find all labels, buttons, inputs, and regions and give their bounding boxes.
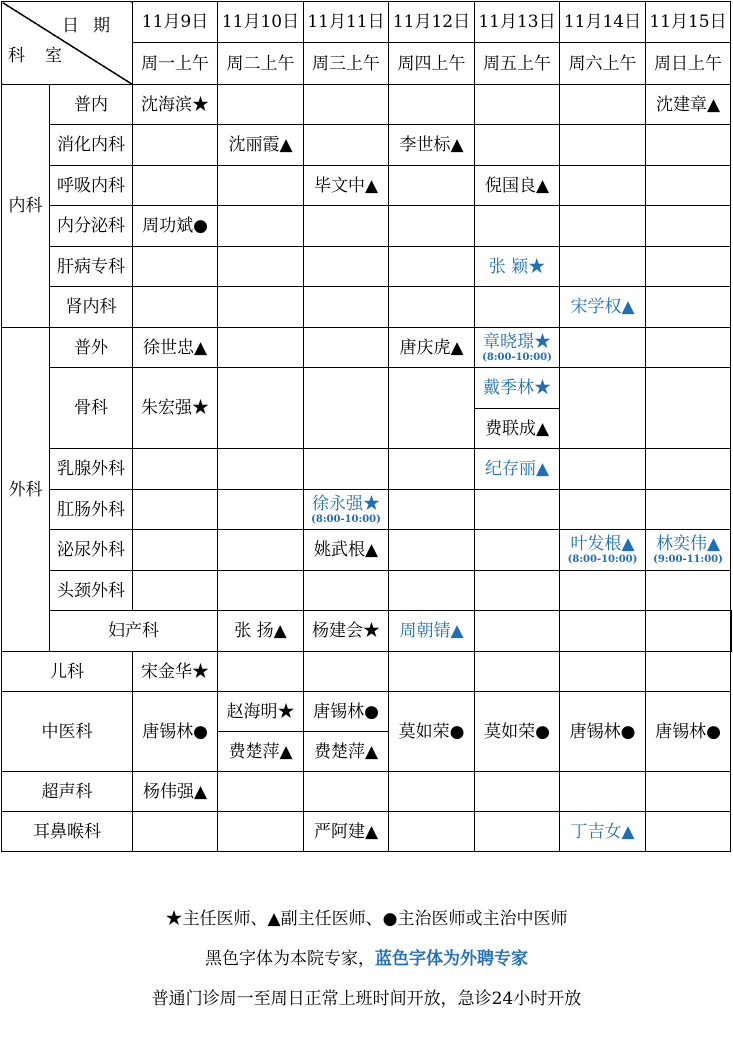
dept-label: 超声科 <box>2 772 133 812</box>
schedule-cell-external: 张 颖★ <box>475 247 560 287</box>
doctor-name: 章晓璟★ <box>483 331 551 352</box>
schedule-cell <box>133 166 218 206</box>
schedule-cell: 李世标▲ <box>389 125 475 166</box>
dept-label: 呼吸内科 <box>50 166 133 206</box>
dept-label: 中医科 <box>2 692 133 772</box>
legend-symbols: ★主任医师、▲副主任医师、●主治医师或主治中医师 <box>165 909 568 929</box>
schedule-cell <box>218 571 304 611</box>
weekday-header: 周五上午 <box>475 43 560 85</box>
dept-label: 儿科 <box>2 652 133 692</box>
schedule-cell <box>560 772 646 812</box>
dept-label: 耳鼻喉科 <box>2 812 133 852</box>
schedule-cell <box>304 247 389 287</box>
schedule-cell <box>475 652 560 692</box>
schedule-cell <box>646 328 731 368</box>
schedule-cell <box>646 287 731 328</box>
schedule-cell <box>218 490 304 530</box>
schedule-cell <box>218 166 304 206</box>
schedule-cell: 赵海明★ <box>218 692 304 732</box>
schedule-cell <box>133 571 218 611</box>
doctor-name: 叶发根▲ <box>570 534 635 554</box>
schedule-cell: 杨伟强▲ <box>133 772 218 812</box>
time-range: (8:00-10:00) <box>311 513 381 525</box>
schedule-cell <box>133 449 218 490</box>
schedule-cell <box>475 287 560 328</box>
schedule-cell: 倪国良▲ <box>475 166 560 206</box>
dept-label: 乳腺外科 <box>50 449 133 490</box>
schedule-cell <box>133 125 218 166</box>
schedule-cell <box>560 652 646 692</box>
schedule-cell <box>218 287 304 328</box>
schedule-cell-external <box>560 530 646 571</box>
schedule-cell <box>133 812 218 852</box>
schedule-cell: 莫如荣● <box>475 692 560 772</box>
group-label-waike: 外科 <box>2 328 50 652</box>
schedule-cell <box>475 571 560 611</box>
schedule-cell-external <box>475 328 560 368</box>
schedule-cell <box>646 571 731 611</box>
date-header: 11月15日 <box>646 2 731 43</box>
time-range: (8:00-10:00) <box>567 554 638 565</box>
weekday-header: 周三上午 <box>304 43 389 85</box>
schedule-cell <box>389 85 475 125</box>
schedule-cell: 姚武根▲ <box>304 530 389 571</box>
schedule-cell <box>389 530 475 571</box>
weekday-header: 周二上午 <box>218 43 304 85</box>
schedule-cell <box>560 125 646 166</box>
date-header: 11月10日 <box>218 2 304 43</box>
weekday-header: 周四上午 <box>389 43 475 85</box>
schedule-cell <box>389 166 475 206</box>
schedule-cell <box>218 449 304 490</box>
schedule-cell: 沈丽霞▲ <box>218 125 304 166</box>
corner-date-label: 日期 <box>62 16 124 36</box>
schedule-cell <box>389 652 475 692</box>
time-range: (9:00-11:00) <box>653 554 723 565</box>
schedule-cell <box>133 530 218 571</box>
schedule-cell <box>731 611 732 652</box>
schedule-cell <box>304 328 389 368</box>
schedule-cell: 莫如荣● <box>389 692 475 772</box>
schedule-cell-external: 戴季林★ <box>475 368 560 409</box>
schedule-cell <box>304 206 389 247</box>
schedule-cell <box>646 368 731 449</box>
legend-external-text: 蓝色字体为外聘专家 <box>375 949 528 969</box>
schedule-cell <box>475 125 560 166</box>
corner-dept-label: 科室 <box>8 46 82 66</box>
schedule-cell <box>218 368 304 449</box>
schedule-cell <box>646 449 731 490</box>
schedule-cell <box>218 530 304 571</box>
schedule-cell <box>304 125 389 166</box>
schedule-cell <box>646 490 731 530</box>
schedule-cell: 周功斌● <box>133 206 218 247</box>
schedule-cell <box>560 490 646 530</box>
schedule-cell <box>646 125 731 166</box>
schedule-cell <box>646 812 731 852</box>
schedule-cell <box>475 611 560 652</box>
dept-label: 泌尿外科 <box>50 530 133 571</box>
schedule-cell <box>646 652 731 692</box>
dept-label: 普内 <box>50 85 133 125</box>
date-header: 11月9日 <box>133 2 218 43</box>
schedule-cell <box>304 85 389 125</box>
date-header: 11月13日 <box>475 2 560 43</box>
schedule-cell <box>646 772 731 812</box>
schedule-cell <box>218 206 304 247</box>
schedule-cell <box>133 287 218 328</box>
schedule-cell <box>304 652 389 692</box>
schedule-cell: 唐庆虎▲ <box>389 328 475 368</box>
schedule-cell: 费楚萍▲ <box>304 732 389 772</box>
schedule-cell: 徐世忠▲ <box>133 328 218 368</box>
schedule-cell <box>304 368 389 449</box>
doctor-name: 林奕伟▲ <box>655 534 721 554</box>
schedule-cell <box>560 611 646 652</box>
schedule-cell <box>475 530 560 571</box>
schedule-cell: 费楚萍▲ <box>218 732 304 772</box>
schedule-cell <box>646 247 731 287</box>
schedule-cell: 毕文中▲ <box>304 166 389 206</box>
schedule-cell <box>560 328 646 368</box>
schedule-cell-external <box>646 530 731 571</box>
schedule-cell <box>389 812 475 852</box>
date-header: 11月11日 <box>304 2 389 43</box>
weekday-header: 周一上午 <box>133 43 218 85</box>
schedule-cell: 唐锡林● <box>304 692 389 732</box>
dept-label: 肝病专科 <box>50 247 133 287</box>
schedule-cell-external: 纪存丽▲ <box>475 449 560 490</box>
legend-internal-text: 黑色字体为本院专家， <box>205 949 375 969</box>
schedule-table <box>1 1 732 852</box>
dept-label: 普外 <box>50 328 133 368</box>
schedule-cell <box>218 85 304 125</box>
schedule-cell <box>304 287 389 328</box>
schedule-cell-external <box>304 490 389 530</box>
schedule-cell <box>389 206 475 247</box>
legend-hours: 普通门诊周一至周日正常上班时间开放，急诊24小时开放 <box>151 989 582 1009</box>
legend-colors <box>0 944 733 969</box>
schedule-cell <box>475 812 560 852</box>
schedule-cell <box>218 812 304 852</box>
header-corner <box>2 2 133 85</box>
schedule-cell: 朱宏强★ <box>133 368 218 449</box>
date-header: 11月12日 <box>389 2 475 43</box>
weekday-header: 周日上午 <box>646 43 731 85</box>
schedule-cell: 唐锡林● <box>646 692 731 772</box>
date-header: 11月14日 <box>560 2 646 43</box>
dept-label: 消化内科 <box>50 125 133 166</box>
dept-label: 肛肠外科 <box>50 490 133 530</box>
schedule-cell: 张 扬▲ <box>218 611 304 652</box>
dept-label: 肾内科 <box>50 287 133 328</box>
schedule-cell: 沈建章▲ <box>646 85 731 125</box>
dept-label: 妇产科 <box>50 611 218 652</box>
dept-label: 内分泌科 <box>50 206 133 247</box>
dept-label: 骨科 <box>50 368 133 449</box>
schedule-cell <box>389 247 475 287</box>
schedule-cell <box>389 571 475 611</box>
schedule-cell <box>304 772 389 812</box>
schedule-cell <box>475 206 560 247</box>
schedule-cell-external: 丁吉女▲ <box>560 812 646 852</box>
schedule-cell: 宋金华★ <box>133 652 218 692</box>
schedule-cell-external: 宋学权▲ <box>560 287 646 328</box>
schedule-cell <box>475 490 560 530</box>
schedule-cell <box>304 449 389 490</box>
dept-label: 头颈外科 <box>50 571 133 611</box>
schedule-cell <box>389 449 475 490</box>
schedule-cell <box>560 571 646 611</box>
schedule-cell <box>218 772 304 812</box>
schedule-cell <box>646 611 731 652</box>
schedule-cell <box>389 287 475 328</box>
schedule-cell: 杨建会★ <box>304 611 389 652</box>
schedule-cell <box>304 571 389 611</box>
schedule-cell <box>389 772 475 812</box>
schedule-cell <box>218 328 304 368</box>
schedule-cell <box>389 368 475 449</box>
schedule-cell: 唐锡林● <box>560 692 646 772</box>
schedule-cell: 严阿建▲ <box>304 812 389 852</box>
schedule-cell <box>560 247 646 287</box>
schedule-cell <box>389 490 475 530</box>
schedule-cell: 费联成▲ <box>475 409 560 449</box>
schedule-cell <box>133 490 218 530</box>
schedule-cell <box>560 368 646 449</box>
schedule-cell <box>560 206 646 247</box>
schedule-cell <box>560 166 646 206</box>
schedule-cell <box>560 449 646 490</box>
schedule-cell <box>218 247 304 287</box>
time-range: (8:00-10:00) <box>482 351 552 363</box>
schedule-cell <box>475 772 560 812</box>
schedule-cell: 唐锡林● <box>133 692 218 772</box>
schedule-cell <box>133 247 218 287</box>
weekday-header: 周六上午 <box>560 43 646 85</box>
schedule-cell <box>560 85 646 125</box>
schedule-cell <box>218 652 304 692</box>
schedule-cell-external: 周朝锖▲ <box>389 611 475 652</box>
schedule-cell: 沈海滨★ <box>133 85 218 125</box>
group-label-neike: 内科 <box>2 85 50 328</box>
schedule-cell <box>646 166 731 206</box>
doctor-name: 徐永强★ <box>312 493 380 514</box>
schedule-cell <box>475 85 560 125</box>
schedule-cell <box>646 206 731 247</box>
